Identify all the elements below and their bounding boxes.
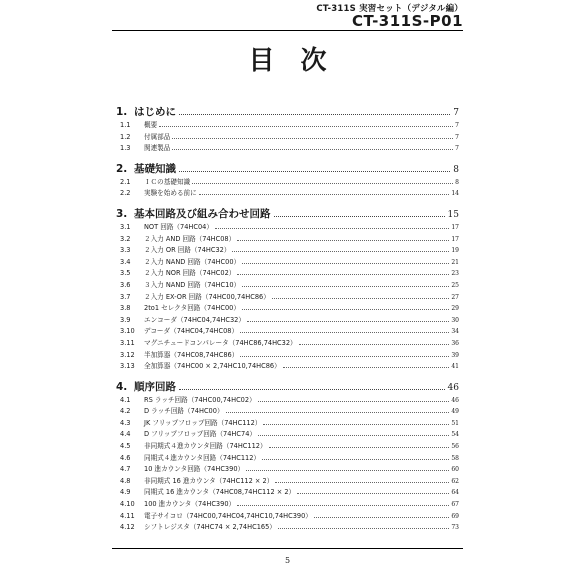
dot-leader — [258, 401, 450, 402]
dot-leader — [232, 251, 449, 252]
section-page: 56 — [451, 443, 459, 451]
toc-section[interactable] — [112, 302, 459, 314]
chapter-page: 15 — [447, 209, 459, 220]
section-page: 29 — [451, 305, 459, 313]
dot-leader — [246, 470, 449, 471]
section-number: 4.8 — [120, 476, 131, 485]
section-number: 1.2 — [120, 132, 131, 141]
section-title: 概要 — [144, 121, 158, 129]
section-title: ２入力 NAND 回路（74HC00） — [144, 257, 241, 266]
section-title: NOT 回路（74HC04） — [144, 222, 213, 231]
toc-chapter[interactable] — [112, 206, 459, 221]
section-title: マグニチュードコンパレータ（74HC86,74HC32） — [144, 338, 297, 347]
section-number: 4.5 — [120, 442, 131, 451]
section-number: 3.13 — [120, 362, 135, 371]
section-page: 39 — [451, 351, 459, 359]
section-page: 30 — [451, 316, 459, 324]
toc-section[interactable] — [112, 417, 459, 429]
section-page: 73 — [451, 524, 459, 532]
dot-leader — [237, 274, 449, 275]
dot-leader — [278, 528, 449, 529]
section-number: 3.11 — [120, 338, 135, 347]
dot-leader — [274, 216, 445, 217]
page-title: 目次 — [248, 46, 353, 76]
dot-leader — [172, 138, 453, 139]
section-page: 51 — [451, 419, 459, 427]
section-title: 非同期式４進カウンタ回路（74HC112） — [144, 442, 267, 451]
section-title: D ラッチ回路（74HC00） — [144, 407, 224, 416]
section-page: 14 — [451, 190, 459, 198]
dot-leader — [215, 228, 449, 229]
section-title: D フリップフロップ回路（74HC74） — [144, 430, 256, 439]
toc-section[interactable] — [112, 267, 459, 279]
section-title: ２入力 OR 回路（74HC32） — [144, 246, 231, 255]
toc-section[interactable] — [112, 256, 459, 268]
toc-section[interactable] — [112, 498, 459, 510]
dot-leader — [242, 286, 449, 287]
section-number: 3.2 — [120, 234, 131, 243]
section-title: 非同期式 16 進カウンタ（74HC112 × 2） — [144, 476, 274, 485]
section-number: 3.9 — [120, 315, 131, 324]
toc-section[interactable] — [112, 428, 459, 440]
section-page: 62 — [451, 477, 459, 485]
dot-leader — [159, 126, 453, 127]
section-number: 3.10 — [120, 327, 135, 336]
dot-leader — [275, 482, 449, 483]
section-page: 58 — [451, 454, 459, 462]
toc-section[interactable] — [112, 187, 459, 199]
toc-section[interactable] — [112, 131, 459, 143]
section-number: 1.1 — [120, 121, 131, 129]
dot-leader — [297, 493, 449, 494]
dot-leader — [240, 356, 449, 357]
dot-leader — [237, 240, 449, 241]
toc-section[interactable] — [112, 486, 459, 498]
section-number: 4.10 — [120, 500, 135, 509]
toc-section[interactable] — [112, 119, 459, 131]
toc-section[interactable] — [112, 325, 459, 337]
toc-section[interactable] — [112, 221, 459, 233]
section-page: 67 — [451, 501, 459, 509]
section-title: デコーダ（74HC04,74HC08） — [144, 327, 239, 336]
dot-leader — [258, 435, 449, 436]
section-number: 4.1 — [120, 395, 131, 404]
section-page: 41 — [451, 363, 459, 371]
section-number: 3.4 — [120, 257, 131, 266]
document-header — [316, 4, 463, 29]
toc-section[interactable] — [112, 452, 459, 464]
toc-section[interactable] — [112, 244, 459, 256]
toc-section[interactable] — [112, 349, 459, 361]
dot-leader — [240, 332, 449, 333]
section-number: 2.2 — [120, 189, 131, 198]
chapter-number: 1. — [116, 106, 128, 118]
dot-leader — [269, 447, 450, 448]
section-number: 3.6 — [120, 280, 131, 289]
dot-leader — [179, 114, 450, 115]
section-title: 同期式 16 進カウンタ（74HC08,74HC112 × 2） — [144, 488, 296, 497]
section-title: シフトレジスタ（74HC74 × 2,74HC165） — [144, 523, 276, 532]
dot-leader — [192, 183, 453, 184]
toc-section[interactable] — [112, 360, 459, 372]
toc-section[interactable] — [112, 463, 459, 475]
chapter-number: 2. — [116, 162, 128, 175]
dot-leader — [272, 298, 450, 299]
dot-leader — [242, 309, 449, 310]
section-page: 21 — [451, 258, 459, 266]
section-page: 64 — [451, 489, 459, 497]
chapter-number: 4. — [116, 380, 128, 393]
section-page: 36 — [451, 339, 459, 347]
dot-leader — [299, 344, 450, 345]
section-number: 3.7 — [120, 292, 131, 301]
toc-section[interactable] — [112, 475, 459, 487]
section-title: 100 進カウンタ（74HC390） — [144, 500, 236, 509]
section-title: ２入力 NOR 回路（74HC02） — [144, 269, 236, 278]
toc-section[interactable] — [112, 405, 459, 417]
section-page: 7 — [455, 133, 459, 141]
section-number: 4.6 — [120, 453, 131, 462]
section-page: 60 — [451, 466, 459, 474]
section-title: 実験を始める前に — [144, 189, 197, 198]
section-page: 8 — [455, 178, 459, 186]
dot-leader — [314, 517, 449, 518]
toc-section[interactable] — [112, 521, 459, 533]
dot-leader — [247, 321, 449, 322]
section-title: 全加算器（74HC00 × 2,74HC10,74HC86） — [144, 362, 281, 371]
dot-leader — [226, 412, 450, 413]
section-number: 3.3 — [120, 246, 131, 255]
dot-leader — [179, 389, 445, 390]
section-title: ＩＣの基礎知識 — [144, 177, 191, 186]
section-title: ３入力 NAND 回路（74HC10） — [144, 280, 241, 289]
section-title: JK フリップフロップ回路（74HC112） — [144, 418, 262, 427]
section-number: 4.7 — [120, 465, 131, 474]
section-page: 27 — [451, 293, 459, 301]
chapter-page: 7 — [453, 108, 459, 118]
dot-leader — [237, 505, 449, 506]
section-number: 1.3 — [120, 144, 131, 153]
dot-leader — [283, 367, 450, 368]
dot-leader — [179, 171, 450, 172]
section-number: 4.11 — [120, 511, 135, 520]
section-page: 19 — [451, 247, 459, 255]
chapter-title: はじめに — [134, 106, 176, 118]
section-page: 17 — [451, 223, 459, 231]
toc-section[interactable] — [112, 279, 459, 291]
header-product-code: CT-311S-P01 — [352, 12, 463, 30]
toc-section[interactable] — [112, 233, 459, 245]
section-page: 17 — [451, 235, 459, 243]
section-page: 34 — [451, 328, 459, 336]
table-of-contents — [112, 104, 459, 533]
dot-leader — [262, 459, 449, 460]
dot-leader — [242, 263, 449, 264]
section-number: 4.4 — [120, 430, 131, 439]
section-title: 2to1 セレクタ回路（74HC00） — [144, 304, 240, 313]
section-number: 3.5 — [120, 269, 131, 278]
toc-chapter[interactable] — [112, 104, 459, 119]
section-page: 7 — [455, 145, 459, 153]
section-title: RS ラッチ回路（74HC00,74HC02） — [144, 395, 256, 404]
chapter-page: 46 — [447, 382, 459, 393]
section-number: 4.9 — [120, 488, 131, 497]
section-title: 関連製品 — [144, 144, 171, 153]
chapter-title: 基礎知識 — [134, 162, 176, 175]
section-number: 3.8 — [120, 304, 131, 313]
dot-leader — [199, 194, 450, 195]
footer-rule — [112, 548, 463, 549]
toc-section[interactable] — [112, 394, 459, 406]
chapter-number: 3. — [116, 207, 128, 220]
chapter-title: 基本回路及び組み合わせ回路 — [134, 207, 271, 220]
section-page: 49 — [451, 408, 459, 416]
dot-leader — [263, 424, 449, 425]
section-title: 同期式４進カウンタ回路（74HC112） — [144, 453, 260, 462]
page-number: 5 — [284, 556, 291, 565]
toc-section[interactable] — [112, 291, 459, 303]
toc-section[interactable] — [112, 314, 459, 326]
section-title: 電子サイコロ（74HC00,74HC04,74HC10,74HC390） — [144, 511, 312, 520]
section-page: 69 — [451, 512, 459, 520]
toc-section[interactable] — [112, 440, 459, 452]
section-title: 付属部品 — [144, 132, 171, 141]
section-number: 4.3 — [120, 418, 131, 427]
toc-section[interactable] — [112, 142, 459, 154]
dot-leader — [172, 149, 453, 150]
section-page: 25 — [451, 281, 459, 289]
section-title: ２入力 AND 回路（74HC08） — [144, 234, 236, 243]
chapter-page: 8 — [453, 164, 459, 175]
toc-section[interactable] — [112, 510, 459, 522]
section-number: 3.1 — [120, 222, 131, 231]
section-title: エンコーダ（74HC04,74HC32） — [144, 315, 245, 324]
toc-section[interactable] — [112, 337, 459, 349]
toc-chapter[interactable] — [112, 379, 459, 394]
section-number: 3.12 — [120, 350, 135, 359]
toc-section[interactable] — [112, 176, 459, 188]
section-number: 4.2 — [120, 407, 131, 416]
section-title: 10 進カウンタ回路（74HC390） — [144, 465, 245, 474]
chapter-title: 順序回路 — [134, 380, 176, 393]
header-subtitle: CT-311S 実習セット（デジタル編） — [316, 4, 463, 14]
section-title: ２入力 EX-OR 回路（74HC00,74HC86） — [144, 292, 270, 301]
header-rule — [112, 30, 463, 31]
section-number: 4.12 — [120, 523, 135, 532]
section-page: 54 — [451, 431, 459, 439]
section-page: 7 — [455, 122, 459, 129]
section-number: 2.1 — [120, 177, 131, 186]
section-title: 半加算器（74HC08,74HC86） — [144, 350, 239, 359]
section-page: 23 — [451, 270, 459, 278]
section-page: 46 — [451, 396, 459, 404]
toc-chapter[interactable] — [112, 161, 459, 176]
